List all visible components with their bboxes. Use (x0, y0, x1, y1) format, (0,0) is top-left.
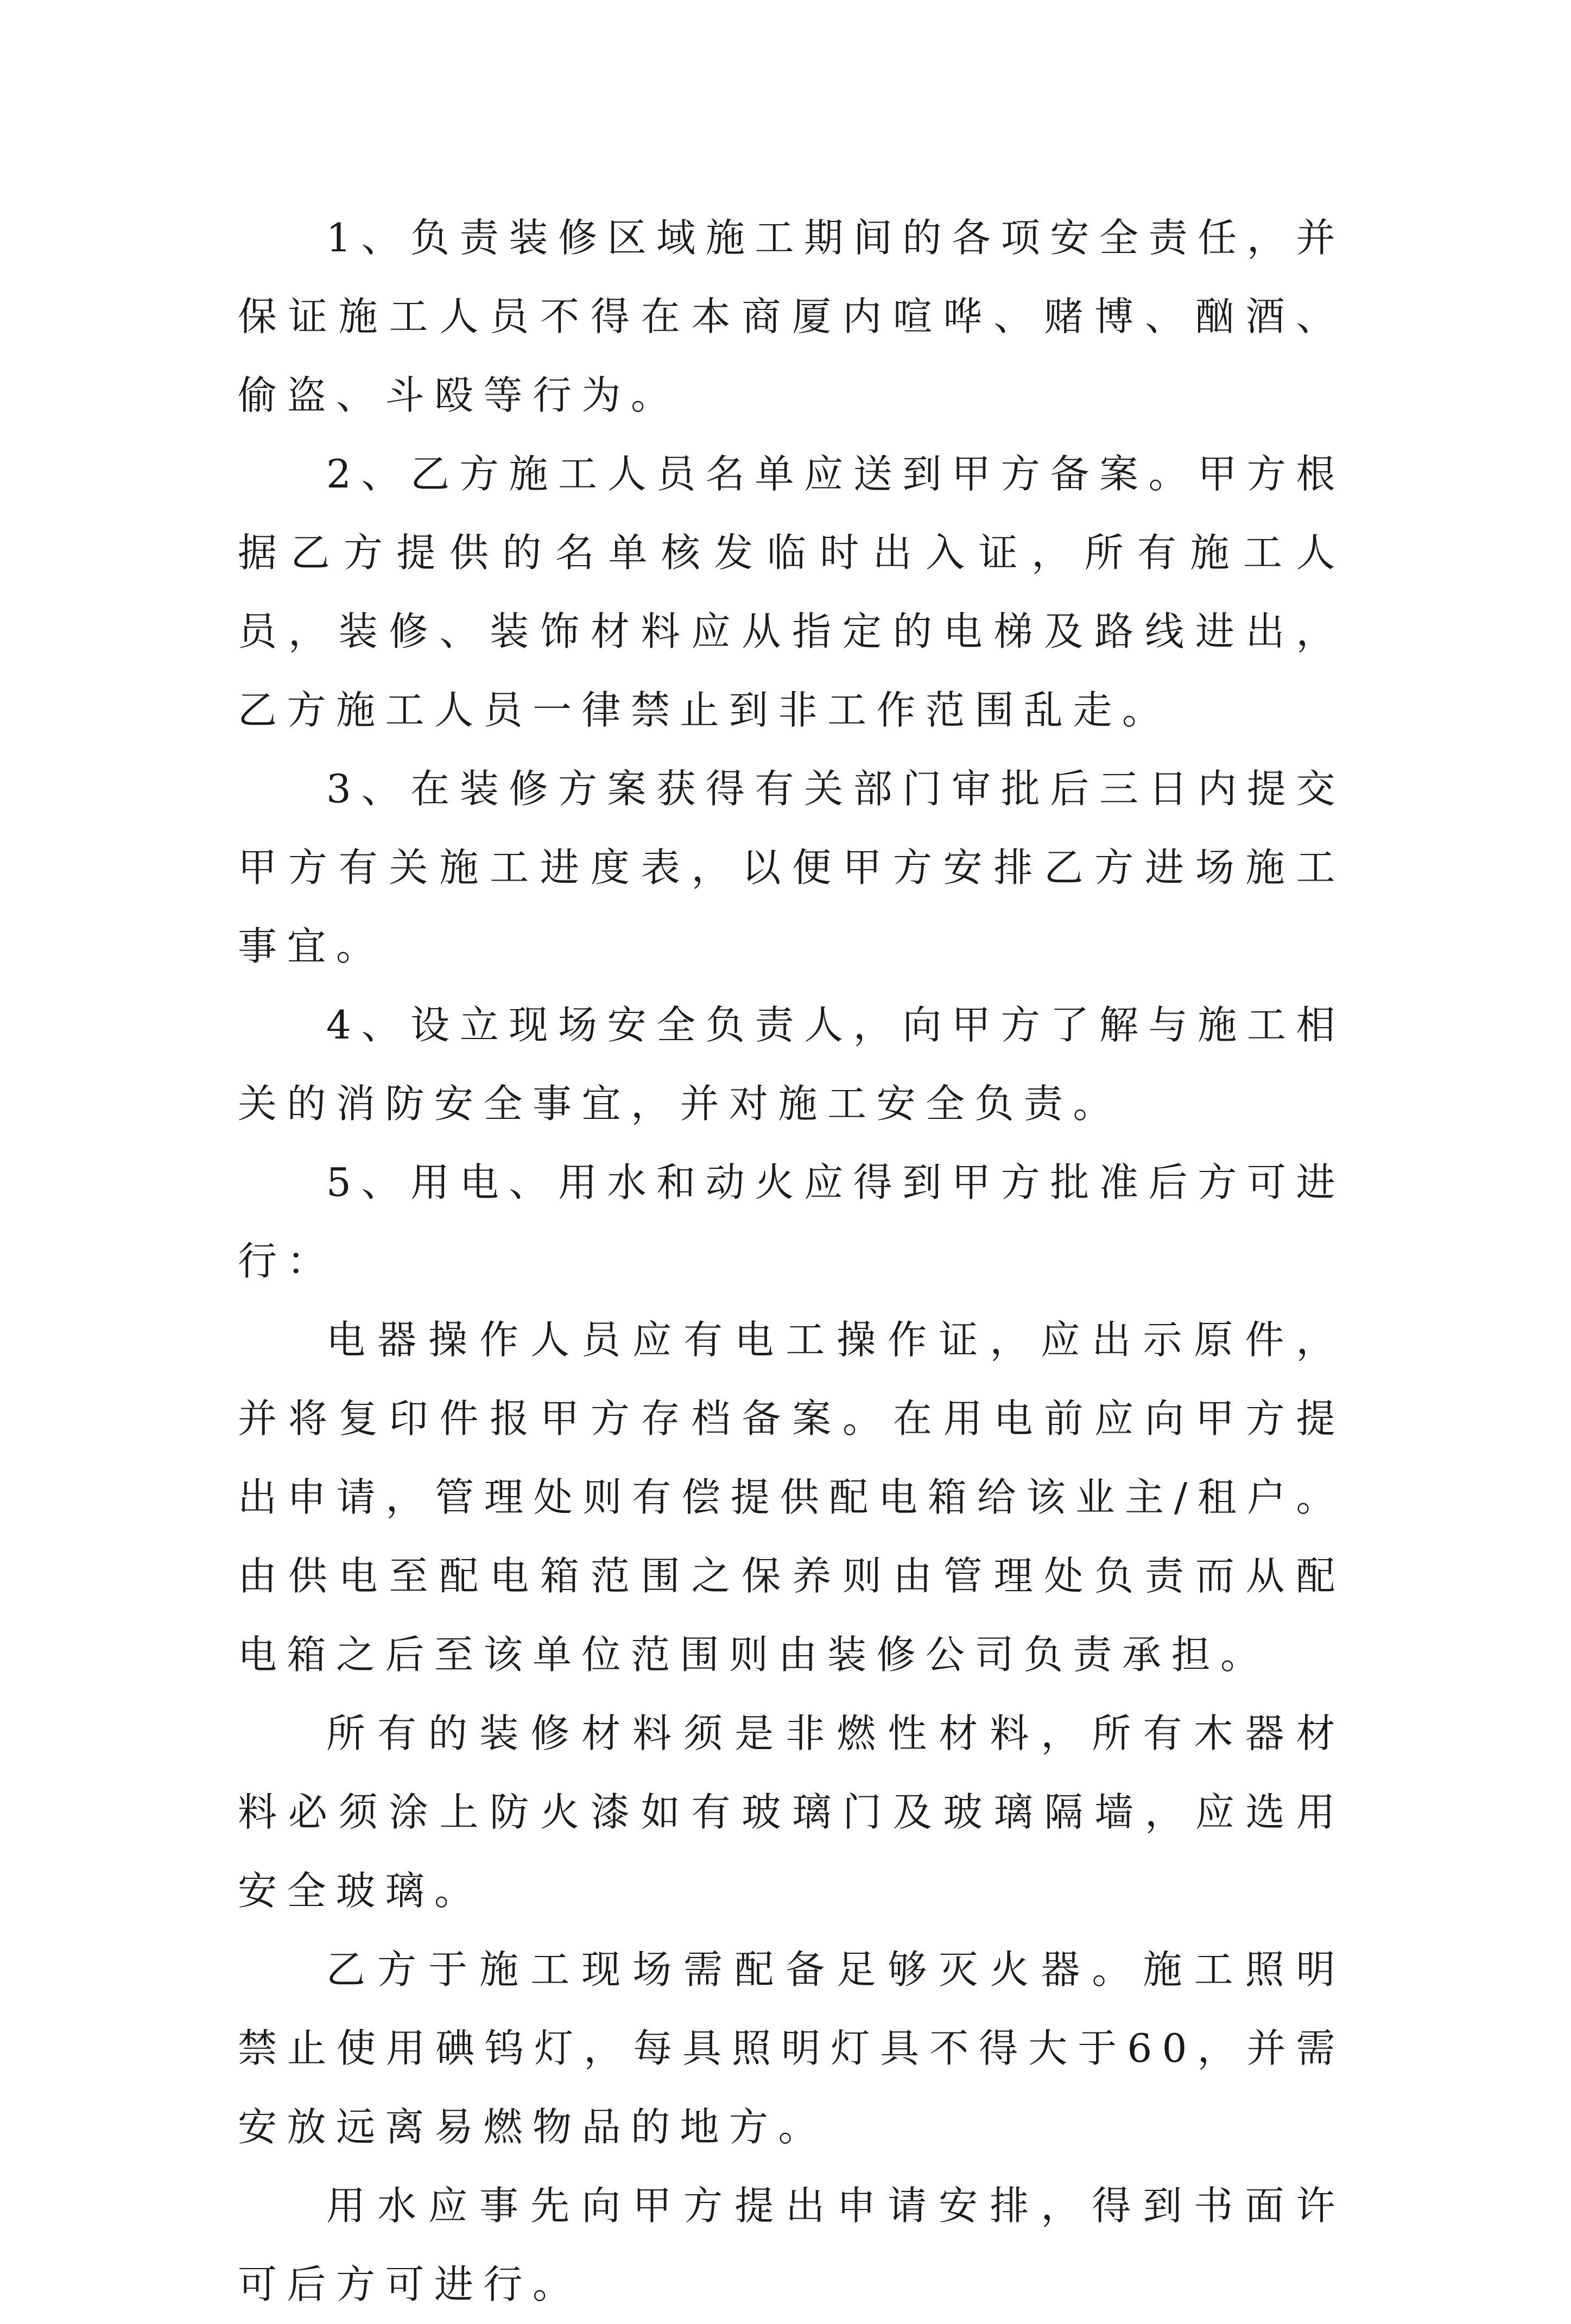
paragraph-safety-officer: 4、设立现场安全负责人，向甲方了解与施工相关的消防安全事宜，并对施工安全负责。 (238, 1002, 1345, 1126)
document-body (238, 199, 1345, 2324)
paragraph-safety-responsibility: 1、负责装修区域施工期间的各项安全责任，并保证施工人员不得在本商厦内喧哗、赌博、酗酒、偷盗、斗殴等行为。 (238, 215, 1345, 418)
paragraph-schedule-submission: 3、在装修方案获得有关部门审批后三日内提交甲方有关施工进度表，以便甲方安排乙方进场施工事宜。 (238, 766, 1345, 969)
paragraph-water-usage: 用水应事先向甲方提出申请安排，得到书面许可后方可进行。 (238, 2183, 1345, 2307)
paragraph-utility-approval: 5、用电、用水和动火应得到甲方批准后方可进行： (238, 1160, 1345, 1284)
paragraph-material-rules: 所有的装修材料须是非燃性材料，所有木器材料必须涂上防火漆如有玻璃门及玻璃隔墙，应选用安全玻璃。 (238, 1711, 1345, 1914)
paragraph-fire-equipment: 乙方于施工现场需配备足够灭火器。施工照明禁止使用碘钨灯，每具照明灯具不得大于60，并需安放远离易燃物品的地方。 (238, 1947, 1345, 2150)
paragraph-electrical-rules: 电器操作人员应有电工操作证，应出示原件，并将复印件报甲方存档备案。在用电前应向甲方提出申请，管理处则有偿提供配电箱给该业主/租户。由供电至配电箱范围之保养则由管理处负责而从配电箱之后至该单位范围则由装修公司负责承担。 (238, 1317, 1345, 1677)
paragraph-worker-registration: 2、乙方施工人员名单应送到甲方备案。甲方根据乙方提供的名单核发临时出入证，所有施工人员，装修、装饰材料应从指定的电梯及路线进出，乙方施工人员一律禁止到非工作范围乱走。 (238, 451, 1345, 733)
